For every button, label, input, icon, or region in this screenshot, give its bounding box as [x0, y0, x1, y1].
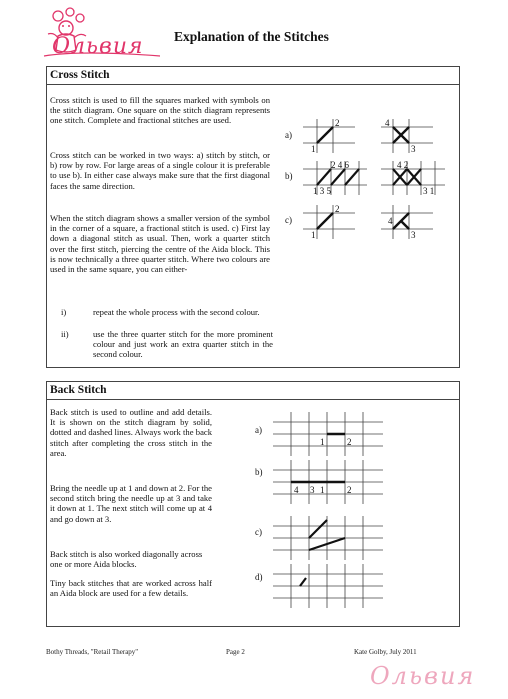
list-number: i) [61, 307, 67, 317]
cross-stitch-section [46, 66, 460, 368]
back-stitch-diagram-b [273, 460, 383, 504]
back-stitch-paragraph: Back stitch is used to outline and add details. It is shown on the stitch diagram by solid, dotted and dashed lines. Always work the back stitch after completing the cross stitch in the area. [50, 407, 212, 458]
cross-stitch-heading: Cross Stitch [50, 69, 110, 81]
footer-right: Kate Golby, July 2011 [354, 648, 417, 656]
stitch-number: 2 [335, 118, 340, 128]
section-divider [47, 399, 459, 400]
watermark: Ольвия [370, 662, 476, 690]
back-stitch-section [46, 381, 460, 627]
stitch-number: 1 [311, 144, 316, 154]
back-stitch-paragraph: Back stitch is also worked diagonally across one or more Aida blocks. [50, 549, 203, 570]
diagram-label: a) [255, 425, 262, 435]
stitch-number: 4 [385, 118, 390, 128]
stitch-number: 4 [294, 485, 299, 495]
stitch-number: 4 [388, 216, 393, 226]
stitch-number: 1 [311, 230, 316, 240]
list-text: use the three quarter stitch for the more prominent colour and just work an extra quarter stitch in the second colour. [93, 329, 273, 360]
footer-left: Bothy Threads, "Retail Therapy" [46, 648, 139, 656]
cross-stitch-paragraph: When the stitch diagram shows a smaller version of the symbol in the corner of a square, a fractional stitch is used. c) First lay down a diagonal stitch as usual. Then, work a quarter stitch over the first stitch, piercing the centre of the Aida block. This is now technically a three quarter stitch. Where two colours are used in the same square, you can either- [50, 213, 270, 275]
back-stitch-diagram-d [273, 564, 383, 608]
stitch-number: 4 2 [397, 160, 409, 170]
stitch-number: 1 [320, 437, 325, 447]
back-stitch-paragraph: Tiny back stitches that are worked across half an Aida block are used for a few details. [50, 578, 212, 599]
list-text: repeat the whole process with the second colour. [93, 307, 260, 317]
list-item [61, 329, 273, 361]
cross-stitch-diagram-c-left [303, 205, 355, 239]
stitch-number: 3 [411, 230, 416, 240]
stitch-number: 2 [347, 485, 352, 495]
cross-stitch-diagram-c-right [381, 205, 433, 239]
diagram-label: c) [285, 215, 292, 225]
back-stitch-diagram-c [273, 516, 383, 560]
list-item [61, 307, 273, 329]
stitch-number: 2 4 6 [331, 160, 349, 170]
cross-stitch-paragraph: Cross stitch can be worked in two ways: a) stitch by stitch, or b) row by row. For large areas of a single colour it is preferable to use b). In either case always make sure that the first diagonal faces the same direction. [50, 150, 270, 191]
logo-text: Ольвия [52, 34, 144, 59]
page-title: Explanation of the Stitches [174, 29, 329, 44]
diagram-label: c) [255, 527, 262, 537]
back-stitch-heading: Back Stitch [50, 384, 107, 396]
diagram-label: b) [255, 467, 263, 477]
diagram-label: d) [255, 572, 263, 582]
cross-stitch-diagram-a-right [381, 119, 433, 153]
cross-stitch-diagram-a-left [303, 119, 355, 153]
stitch-number: 1 3 5 [313, 186, 331, 196]
cross-stitch-diagram-b-right [381, 161, 445, 195]
diagram-label: a) [285, 130, 292, 140]
section-divider [47, 84, 459, 85]
stitch-number: 2 [335, 204, 340, 214]
back-stitch-diagram-a [273, 412, 383, 456]
list-number: ii) [61, 329, 69, 339]
footer-center: Page 2 [226, 648, 245, 656]
stitch-number: 3 1 [423, 186, 435, 196]
back-stitch-paragraph: Bring the needle up at 1 and down at 2. For the second stitch bring the needle up at 3 and take it down at 1. The next stitch will come up at 4 and go down at 3. [50, 483, 212, 524]
cross-stitch-paragraph: Cross stitch is used to fill the squares marked with symbols on the stitch diagram. One square on the stitch diagram represents one stitch. Complete and fractional stitches are used. [50, 95, 270, 126]
diagram-label: b) [285, 171, 293, 181]
stitch-number: 2 [347, 437, 352, 447]
stitch-number: 1 [320, 485, 325, 495]
stitch-number: 3 [411, 144, 416, 154]
stitch-number: 3 [310, 485, 315, 495]
cross-stitch-diagram-b-left [303, 161, 367, 195]
